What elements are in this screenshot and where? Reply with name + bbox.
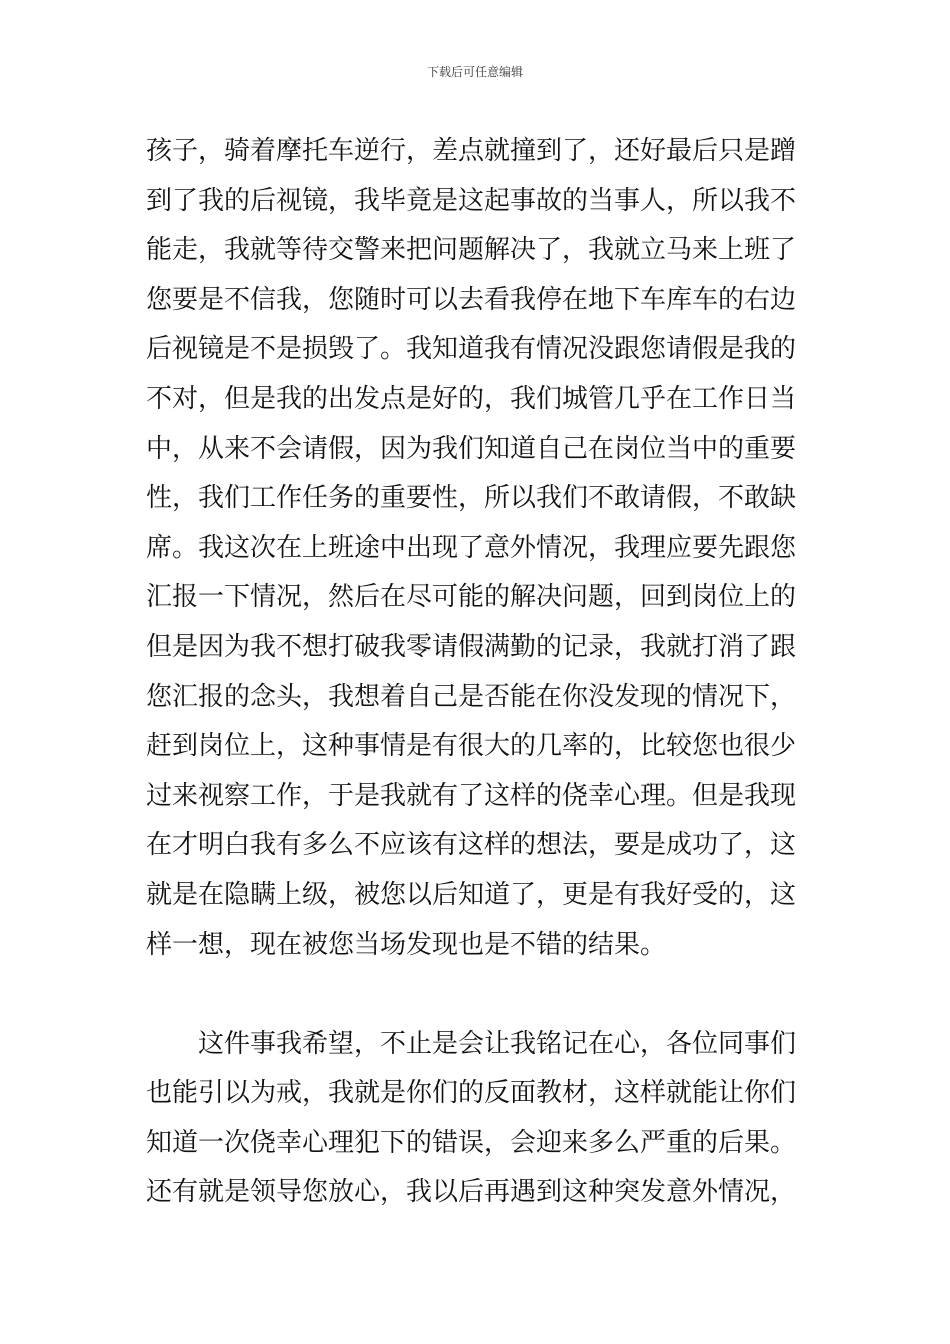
paragraph-gap	[146, 970, 810, 1020]
text-line: 过来视察工作，于是我就有了这样的侥幸心理。但是我现	[146, 780, 797, 811]
text-line: 孩子，骑着摩托车逆行，差点就撞到了，还好最后只是蹭	[146, 136, 797, 166]
text-line: 知道一次侥幸心理犯下的错误，会迎来多么严重的后果。	[146, 1127, 797, 1158]
text-line: 但是因为我不想打破我零请假满勤的记录，我就打消了跟	[146, 631, 797, 662]
text-line: 赶到岗位上，这种事情是有很大的几率的，比较您也很少	[146, 731, 797, 762]
text-line: 汇报一下情况，然后在尽可能的解决问题，回到岗位上的	[146, 582, 797, 613]
document-body	[146, 127, 810, 1218]
text-line: 您汇报的念头，我想着自己是否能在你没发现的情况下，	[146, 681, 797, 712]
page-header-note: 下载后可任意编辑	[426, 65, 523, 79]
text-line: 也能引以为戒，我就是你们的反面教材，这样就能让你们	[146, 1078, 797, 1109]
text-line: 这件事我希望，不止是会让我铭记在心，各位同事们	[198, 1028, 797, 1059]
text-line: 还有就是领导您放心，我以后再遇到这种突发意外情况，	[146, 1177, 797, 1208]
text-line: 您要是不信我，您随时可以去看我停在地下车库车的右边	[146, 284, 797, 315]
text-line: 不对，但是我的出发点是好的，我们城管几乎在工作日当	[146, 383, 797, 414]
text-line: 在才明白我有多么不应该有这样的想法，要是成功了，这	[146, 830, 797, 861]
text-line: 就是在隐瞒上级，被您以后知道了，更是有我好受的，这	[146, 879, 797, 910]
text-line: 样一想，现在被您当场发现也是不错的结果。	[146, 929, 667, 960]
text-line: 后视镜是不是损毁了。我知道我有情况没跟您请假是我的	[146, 334, 797, 365]
text-line: 到了我的后视镜，我毕竟是这起事故的当事人，所以我不	[146, 185, 797, 216]
paragraph-1	[146, 127, 810, 970]
paragraph-2	[146, 1020, 810, 1218]
text-line: 性，我们工作任务的重要性，所以我们不敢请假，不敢缺	[146, 483, 797, 514]
text-line: 席。我这次在上班途中出现了意外情况，我理应要先跟您	[146, 532, 797, 563]
text-line: 能走，我就等待交警来把问题解决了，我就立马来上班了	[146, 235, 797, 266]
text-line: 中，从来不会请假，因为我们知道自己在岗位当中的重要	[146, 433, 797, 464]
